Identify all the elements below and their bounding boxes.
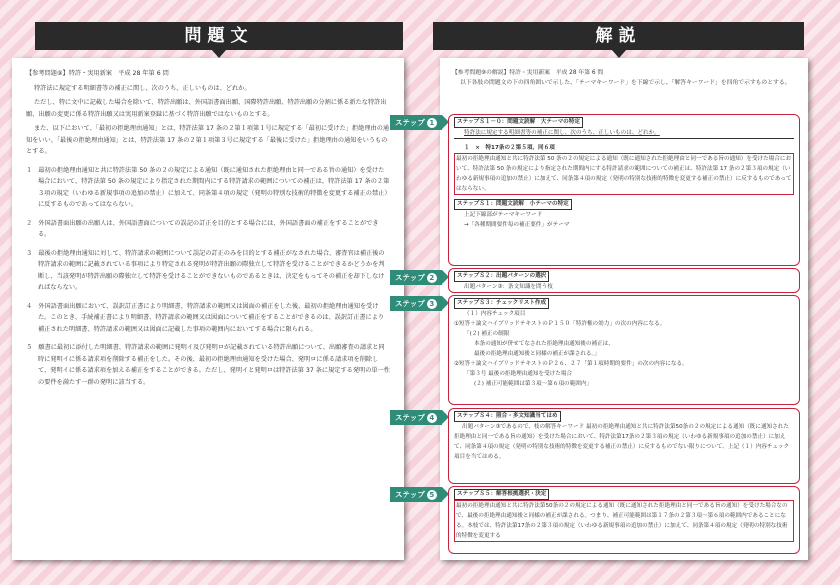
step-number: 5	[427, 490, 437, 500]
step-number: 1	[427, 118, 437, 128]
step-number: 3	[427, 299, 437, 309]
step-box-4	[448, 408, 800, 484]
step-subtitle	[454, 199, 794, 210]
step-title: ステップＳ４：照合・多文知識当てはめ	[454, 411, 561, 422]
step-line: 「第３号 最後の拒絶理由通知を受けた場合	[464, 371, 573, 377]
step-tag-label: ステップ	[395, 118, 425, 127]
step-line: （１）内容チェック項目	[464, 311, 526, 317]
step-box-2	[448, 268, 800, 293]
step-tag-2	[390, 270, 442, 285]
step-title: ステップＳ５：解答根拠選択・決定	[454, 489, 549, 500]
question-item-4: ４ 外国語書面出願において、誤訳訂正書により明細書、特許請求の範囲又は図面の補正をした後、最初の拒絶理由通知を受けた。このとき、手続補正書により明細書、特許請求の範囲又は図面について補正をすることができるのは、誤訳訂正書により補正された明細書、特許請求の範囲又は図面に記載した事項の範囲内においてする場合に限られる。	[26, 302, 385, 333]
answer-head	[440, 58, 808, 88]
step-tag-label: ステップ	[395, 299, 425, 308]
answer-title: 【参考問題⑨の解説】特許・実用新案 平成 28 年第 6 問	[452, 70, 604, 76]
header-answer	[433, 22, 804, 50]
header-question	[35, 22, 403, 50]
step-line: 本条の通知が併せてなされた拒絶理由通知後の補正は、	[474, 341, 614, 347]
step-line: 「(２) 補正の制限	[464, 331, 510, 337]
question-page	[12, 58, 404, 560]
step-title: ステップＳ２：出題パターンの選択	[454, 271, 549, 282]
question-intro-1: 特許法に規定する明細書等の補正に関し、次のうち、正しいものは、どれか。	[34, 84, 251, 92]
step-number: 4	[427, 413, 437, 423]
step-line: (２) 補正可能範囲は第３項～第６項の範囲内」	[474, 381, 593, 387]
step-tag-label: ステップ	[395, 413, 425, 422]
step-title: ステップＳ１－０：問題文読解 大テーマの特定	[454, 117, 583, 128]
step-item-text: 最初の拒絶理由通知と共に特許法第 50 条の２の規定による通知（既に通知された拒絶理由と同一である旨の通知）を受けた場合において、特許法第 50 条の規定により指定された期間内にする特許請求の範囲についての補正は、特許法第 17 条の２第３項の規定（いわゆる新規事項の追加の禁止）に加えて、同条第４項の規定（発明の特別な技術的特徴を変更する補正の禁止）に反するものであってはならない。	[454, 153, 794, 195]
step-number: 2	[427, 273, 437, 283]
step-theme-sentence: 特許法に規定する明細書等の補正に関し、次のうち、正しいものは、どれか。	[454, 128, 794, 139]
step-note: 出題パターン③：条文知識を問う枝	[464, 284, 553, 290]
question-item-1: １ 最初の拒絶理由通知と共に特許法第 50 条の２の規定による通知（既に通知された拒絶理由と同一である旨の通知）を受けた場合において、特許法第 50 条の規定により指定された期間内にする特許請求の範囲についての補正は、特許法第 17 条の２第３項の規定（いわゆる新規事項の追加の禁止）に加えて、同条第４項の規定（発明の特別な技術的特徴を変更する補正の禁止）に反するものであってはならない。	[26, 166, 390, 208]
step-tag-label: ステップ	[395, 490, 425, 499]
step-subtitle-label: ステップＳ１：問題文読解 小テーマの特定	[454, 199, 572, 210]
step-tag-1	[390, 115, 442, 130]
step-line: 最後の拒絶理由通知後と同様の補正が課される。」	[474, 351, 600, 357]
step-note-1: 上記下線部がテーマキーワード	[464, 212, 543, 218]
question-item-3: ３ 最後の拒絶理由通知に対して、特許請求の範囲について誤記の訂正のみを目的とする補正がなされた場合、審査官は補正後の特許請求の範囲に記載されている事項により特定される発明が特許出願の際独立して特許を受けることができるかどうかを判断し、当該発明が特許出願の際独立して特許を受けることができないものであるときは、決定をもってその補正を却下しなければならない。	[26, 249, 385, 291]
step-box-3	[448, 295, 800, 405]
step-tag-4	[390, 410, 442, 425]
question-title: 【参考問題⑨】特許・実用新案 平成 28 年第 6 問	[26, 70, 169, 77]
header-answer-label: 解説	[595, 26, 642, 46]
step-tag-5	[390, 487, 442, 502]
answer-intro: 以下各肢の問題文の下の四角囲いで示した、「テーマキーワード」を下線で示し、「解答キーワード」を四角で示すものとする。	[460, 80, 791, 86]
step-item-heading: １ × 特17条の２第５項、同６項	[464, 145, 555, 151]
step-tag-3	[390, 296, 442, 311]
step-line: 最初の拒絶理由通知と共に特許法第50条の２の規定による通知（既に通知された拒絶理由と同一である旨の通知）を受けた場合なので、最後の拒絶理由通知後と同様の補正が課される。つまり、補正可能範囲は第１７条の２第３項～第６項の範囲内であることになる。本枝では、特許法第17条の２第３項の規定（いわゆる新規事項の追加の禁止）に加えて、同条第４項の規定（発明の特別な技術的特徴を変更する	[454, 500, 794, 542]
step-note-2: →「各種期間要件毎の補正要件」がテーマ	[464, 222, 570, 228]
header-question-label: 問題文	[184, 26, 254, 46]
step-title: ステップＳ３：チェックリスト作成	[454, 298, 549, 309]
question-text	[12, 58, 404, 401]
step-box-5	[448, 486, 800, 554]
step-box-1	[448, 114, 800, 266]
question-item-5: ５ 願書に最初に添付した明細書、特許請求の範囲に発明イ及び発明ロが記載されている特許出願について、出願審査の請求と同時に発明イに係る請求項を削除する補正をした。その後、最初の拒絶理由通知を受けた場合、発明ロに係る請求項を削除して、発明イに係る請求項を加える補正をすることができる。ただし、発明イと発明ロは特許法第 37 条に規定する発明の単一性の要件を満たす一群の発明に該当する。	[26, 344, 390, 386]
step-line: ②短答＋論文ハイブリッドテキストのＰ２６、２７「第１項時期的要件」の次の内容になる。	[454, 361, 688, 367]
step-tag-label: ステップ	[395, 273, 425, 282]
question-intro-3: また、以下において、「最初の拒絶理由通知」とは、特許法第 17 条の２第１項第１号に規定する「最初に受けた」拒絶理由の通知をいい、「最後の拒絶理由通知」とは、特許法第 17 条の２第１項第３号に規定する「最後に受けた」拒絶理由の通知をいうものとする。	[26, 125, 390, 155]
question-intro-2: ただし、特に文中に記載した場合を除いて、特許出願は、外国語書面出願、国際特許出願、特許出願の分割に係る新たな特許出願、出願の変更に係る特許出願又は実用新案登録に基づく特許出願ではないものとする。	[26, 99, 387, 118]
step-line: ①短答＋論文ハイブリッドテキストのＰ１５０「特許権の効力」の次の内容になる。	[454, 321, 666, 327]
step-line: 出題パターン③であるので、枝の解答キーワード 最初の拒絶理由通知と共に特許法第50条の２の規定による通知（既に通知された拒絶理由と同一である旨の通知）を受けた場合において、特許法第17条の２第３項の規定（いわゆる新規事項の追加の禁止）に加えて、同条第４項の規定（発明の特別な技術的特徴を変更する補正の禁止）に反するものでない限りについて、上記（１）内容チェック項目を当てはめる。	[454, 424, 790, 460]
question-item-2: ２ 外国語書面出願の出願人は、外国語書面についての誤記の訂正を目的とする場合には、外国語書面の補正をすることができる。	[26, 219, 379, 238]
